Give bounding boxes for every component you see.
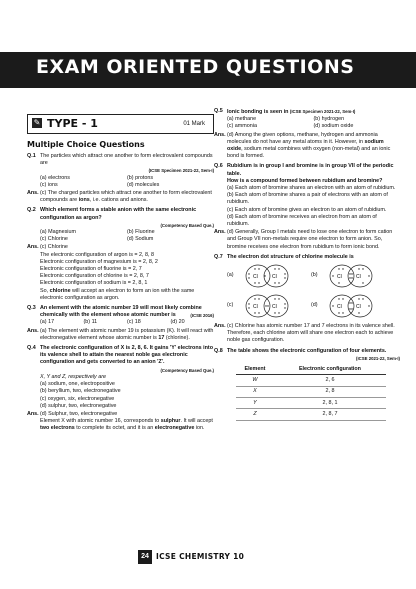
- question-text: Ionic bonding is seen in: [227, 109, 289, 115]
- option: (c) ammonia: [227, 123, 257, 130]
- table-row: [236, 409, 386, 420]
- question-tag: (ICSE 2016): [190, 313, 214, 319]
- electron-dot-structure-a: [239, 263, 295, 289]
- question-text: An element with the atomic number 19 will most likely combine chemically with the element whose atomic number is: [40, 305, 202, 319]
- option: (b) 11: [83, 319, 98, 326]
- table-cell: Y: [236, 398, 274, 409]
- pencil-icon: ✎: [33, 118, 41, 127]
- options-q5: [214, 116, 400, 130]
- question-number: Q.8: [214, 347, 223, 354]
- atom-symbol: Cl: [272, 274, 277, 281]
- question-4: [27, 345, 214, 374]
- options-q2: [27, 229, 214, 243]
- answer-label: Ans.: [214, 323, 226, 330]
- electron-dot-structure-d: [323, 293, 379, 319]
- page-number: 24: [138, 550, 152, 564]
- option: (c) ions: [40, 181, 58, 188]
- diagram-c: [227, 293, 309, 319]
- answer-line: Electronic configuration of chlorine is = 2, 8, 7: [40, 273, 149, 280]
- atom-symbol: Cl: [253, 274, 258, 281]
- table-cell: W: [236, 375, 274, 386]
- electron-dot-diagrams: [227, 263, 400, 321]
- option: (b) beryllium, two, electronegative: [40, 388, 121, 395]
- question-number: Q.7: [214, 253, 223, 260]
- option: (a) Each atom of bromine shares an electron with an atom of rubidium.: [227, 185, 396, 192]
- answer-label: Ans.: [214, 131, 226, 138]
- option: (d) sulphur, two, electronegative: [40, 402, 117, 409]
- table-header: Element: [236, 365, 274, 375]
- answer-text: (c) The charged particles which attract one another to form electrovalent compounds are: [40, 190, 212, 204]
- table-cell: Z: [236, 409, 274, 420]
- answer-label: Ans.: [27, 327, 39, 334]
- answer-bold: 17: [158, 334, 165, 341]
- option: (d) molecules: [127, 181, 160, 188]
- option: (b) Each atom of bromine shares a pair of electrons with an atom of rubidium.: [227, 192, 388, 206]
- diagram-label: (a): [227, 272, 234, 279]
- answer-text: ion.: [194, 425, 205, 432]
- answer-text: Element X with atomic number 16, corresponds to: [40, 418, 161, 425]
- type-header: [27, 114, 214, 134]
- table-cell: 2, 8, 1: [274, 398, 386, 409]
- answer-bold: electronegative: [154, 425, 195, 432]
- answer-label: Ans.: [27, 190, 39, 197]
- option: (c) 18: [127, 319, 141, 326]
- answer-text: (d) Generally, Group I metals need to lose one electron to form cation and Group VII non-metals require one electron to form anion. So, bromine receives one electron from rubidium to form ionic bond.: [227, 229, 393, 250]
- answer-3: [27, 328, 214, 342]
- configuration-table: [236, 365, 386, 421]
- option: (a) electrons: [40, 174, 70, 181]
- atom-symbol: Cl: [356, 274, 361, 281]
- question-subtext: X, Y and Z, respectively are: [40, 373, 107, 380]
- question-number: Q.4: [27, 345, 36, 352]
- question-2: [27, 207, 214, 229]
- option: (d) sodium oxide: [313, 123, 354, 130]
- answer-7: [214, 323, 400, 345]
- table-row: [236, 386, 386, 397]
- banner-title: EXAM ORIENTED QUESTIONS: [36, 56, 355, 78]
- answer-text: So,: [40, 287, 50, 294]
- question-tag: (Competency Based Que.): [160, 367, 214, 373]
- option: (d) Sodium: [127, 236, 154, 243]
- diagram-d: [311, 293, 393, 319]
- respectively-line: [27, 374, 214, 381]
- question-tag: (ICSE 2021-22, Sem-I): [356, 355, 400, 361]
- table-cell: 2, 8: [274, 386, 386, 397]
- option: (a) methane: [227, 116, 257, 123]
- answer-text: (c) Chlorine has atomic number 17 and 7 electrons in its valence shell. Therefore, each chlorine atom will share one electron each to achieve noble gas configuration.: [227, 323, 395, 344]
- atom-symbol: Cl: [253, 304, 258, 311]
- diagram-label: (d): [311, 302, 318, 309]
- marks-label: 01 Mark: [183, 121, 205, 127]
- question-1: [27, 153, 214, 175]
- option: (d) 20: [170, 319, 185, 326]
- option: (b) hydrogen: [313, 116, 345, 123]
- table-cell: X: [236, 386, 274, 397]
- question-number: Q.3: [27, 305, 36, 312]
- section-title: Multiple Choice Questions: [27, 140, 145, 149]
- question-3: [27, 305, 214, 319]
- answer-6: [214, 229, 400, 251]
- answer-line: Electronic configuration of magnesium is = 2, 8, 2: [40, 258, 158, 265]
- answer-conclusion: [27, 288, 214, 302]
- answer-text: (a) The element with atomic number 19 is potassium (K). It will react with electronegative element whose atomic number is: [40, 327, 214, 341]
- table-header: Electronic configuration: [274, 365, 386, 375]
- answer-label: Ans.: [214, 229, 226, 236]
- question-5: [214, 108, 400, 116]
- right-column: [214, 108, 400, 421]
- answer-label: Ans.: [27, 410, 39, 417]
- electron-dot-structure-c: [239, 293, 295, 319]
- options-q3: [27, 319, 214, 326]
- question-subtext-text: How is a compound formed between rubidium and bromine?: [227, 177, 383, 184]
- atom-symbol: Cl: [356, 304, 361, 311]
- option: (c) Chlorine: [40, 236, 68, 243]
- answer-text: . It will accept: [180, 418, 213, 425]
- diagram-label: (b): [311, 272, 318, 279]
- answer-text: (d) Sulphur, two, electronegative: [40, 410, 118, 417]
- diagram-b: [311, 263, 393, 289]
- electron-dot-structure-b: [323, 263, 379, 289]
- answer-line: The electronic configuration of argon is = 2, 8, 8: [40, 251, 155, 258]
- answer-text: , i.e. cations and anions.: [89, 197, 148, 204]
- question-6: [214, 163, 400, 177]
- answer-bold: sodium oxide: [227, 138, 384, 153]
- diagram-label: (c): [227, 302, 234, 309]
- question-text: Which element forms a stable anion with the same electronic configuration as argon?: [40, 207, 197, 221]
- type-label: TYPE - 1: [47, 117, 98, 130]
- question-text: Rubidium is in group I and bromine is in group VII of the periodic table.: [227, 163, 394, 177]
- option: (d) Each atom of bromine receives an electron from an atom of rubidium.: [227, 213, 377, 228]
- option: (a) Magnesium: [40, 229, 76, 236]
- answer-line: Electronic configuration of sodium is = 2, 8, 1: [40, 280, 148, 287]
- answer-text: , sodium metal combines with oxygen (non-metal) and an ionic bond is formed.: [227, 146, 391, 160]
- option: (a) 17: [40, 319, 55, 326]
- question-text: The electron dot structure of chlorine molecule is: [227, 253, 354, 260]
- atom-symbol: Cl: [272, 304, 277, 311]
- option: (b) Fluorine: [127, 229, 155, 236]
- answer-text: (c) Chlorine: [40, 244, 68, 251]
- table-row: [236, 375, 386, 386]
- answer-text: will accept an electron to form an ion with the same electronic configuration as argon.: [40, 287, 195, 301]
- answer-bold: chlorine: [49, 287, 71, 294]
- table-row: [236, 398, 386, 409]
- answer-text: to complete its octet, and it is an: [74, 425, 155, 432]
- question-number: Q.5: [214, 108, 223, 114]
- table-header-row: [236, 365, 386, 375]
- atom-symbol: Cl: [337, 304, 342, 311]
- book-title: ICSE CHEMISTRY 10: [156, 552, 245, 561]
- answer-4: [27, 411, 214, 418]
- answer-bold: two electrons: [40, 425, 75, 432]
- page-footer: [0, 550, 416, 564]
- option: (a) sodium, one, electropositive: [40, 381, 115, 388]
- answer-label: Ans.: [27, 244, 39, 251]
- question-text: The particles which attract one another to form electrovalent compounds are: [40, 153, 213, 167]
- option: (b) protons: [127, 174, 154, 181]
- question-tag: (Competency Based Que.): [160, 222, 214, 228]
- header-banner: [0, 52, 416, 88]
- question-7: [214, 254, 400, 261]
- question-text: The electronic configuration of X is 2, 8, 6. It gains 'Y' electrons into its valence shell to attain the nearest noble gas electronic configuration and gets converted to an anion 'Z'.: [40, 345, 214, 366]
- options-q1: [27, 175, 214, 189]
- answer-line: Electronic configuration of fluorine is = 2, 7: [40, 266, 142, 273]
- question-number: Q.2: [27, 207, 36, 214]
- answer-bold: sulphur: [160, 418, 181, 425]
- atom-symbol: Cl: [337, 274, 342, 281]
- question-tag: (ICSE Specimen 2021-22, Sem-I): [289, 109, 356, 114]
- question-text: The table shows the electronic configuration of four elements.: [227, 347, 387, 354]
- answer-text: (chlorine).: [164, 334, 190, 341]
- diagram-a: [227, 263, 309, 289]
- option: (c) Each atom of bromine gives an electron to an atom of rubidium.: [227, 206, 387, 213]
- answer-bold: ions: [78, 197, 90, 204]
- question-8: [214, 348, 400, 362]
- answer-text: (d) Among the given options, methane, hydrogen and ammonia molecules do not have any metal atoms in it. However, in: [227, 131, 378, 145]
- question-subtext: [214, 178, 400, 185]
- left-column: [27, 114, 214, 433]
- option: (c) oxygen, six, electronegative: [40, 395, 115, 402]
- answer-explanation: [27, 418, 214, 432]
- answer-2: [27, 244, 214, 251]
- question-number: Q.1: [27, 153, 36, 159]
- table-cell: 2, 6: [274, 375, 386, 386]
- table-cell: 2, 8, 7: [274, 409, 386, 420]
- answer-5: [214, 132, 400, 161]
- question-tag: (ICSE Specimen 2021-22, Sem-I): [148, 168, 214, 174]
- question-number: Q.6: [214, 163, 223, 170]
- answer-1: [27, 190, 214, 204]
